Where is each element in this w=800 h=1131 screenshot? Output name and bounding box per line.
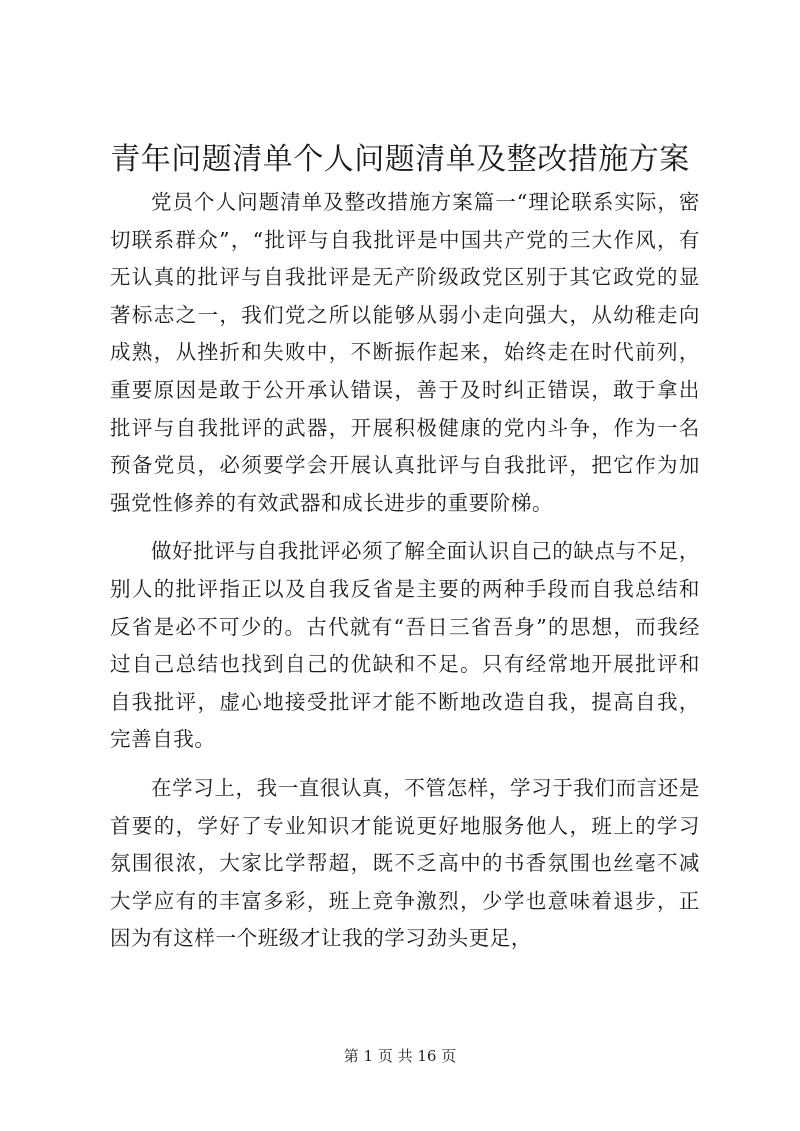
paragraph-1: 党员个人问题清单及整改措施方案篇一“理论联系实际，密切联系群众”，“批评与自我批评是中国共产党的三大作风，有无认真的批评与自我批评是无产阶级政党区别于其它政党的显著标志之一，我们党之所以能够从弱小走向强大，从幼稚走向成熟，从挫折和失败中，不断振作起来，始终走在时代前列，重要原因是敢于公开承认错误，善于及时纠正错误，敢于拿出批评与自我批评的武器，开展积极健康的党内斗争，作为一名预备党员，必须要学会开展认真批评与自我批评，把它作为加强党性修养的有效武器和成长进步的重要阶梯。 [110,190,700,515]
paragraph-3: 在学习上，我一直很认真，不管怎样，学习于我们而言还是首要的，学好了专业知识才能说更好地服务他人，班上的学习氛围很浓，大家比学帮超，既不乏高中的书香氛围也丝毫不减大学应有的丰富多彩，班上竞争激烈，少学也意味着退步，正因为有这样一个班级才让我的学习劲头更足， [110,775,700,951]
document-body [110,184,700,958]
document-title: 青年问题清单个人问题清单及整改措施方案 [110,142,690,177]
page-footer: 第 1 页 共 16 页 [343,1047,457,1065]
paragraph-2: 做好批评与自我批评必须了解全面认识自己的缺点与不足，别人的批评指正以及自我反省是主要的两种手段而自我总结和反省是必不可少的。古代就有“吾日三省吾身”的思想，而我经过自己总结也找到自己的优缺和不足。只有经常地开展批评和自我批评，虚心地接受批评才能不断地改造自我，提高自我，完善自我。 [110,539,700,752]
